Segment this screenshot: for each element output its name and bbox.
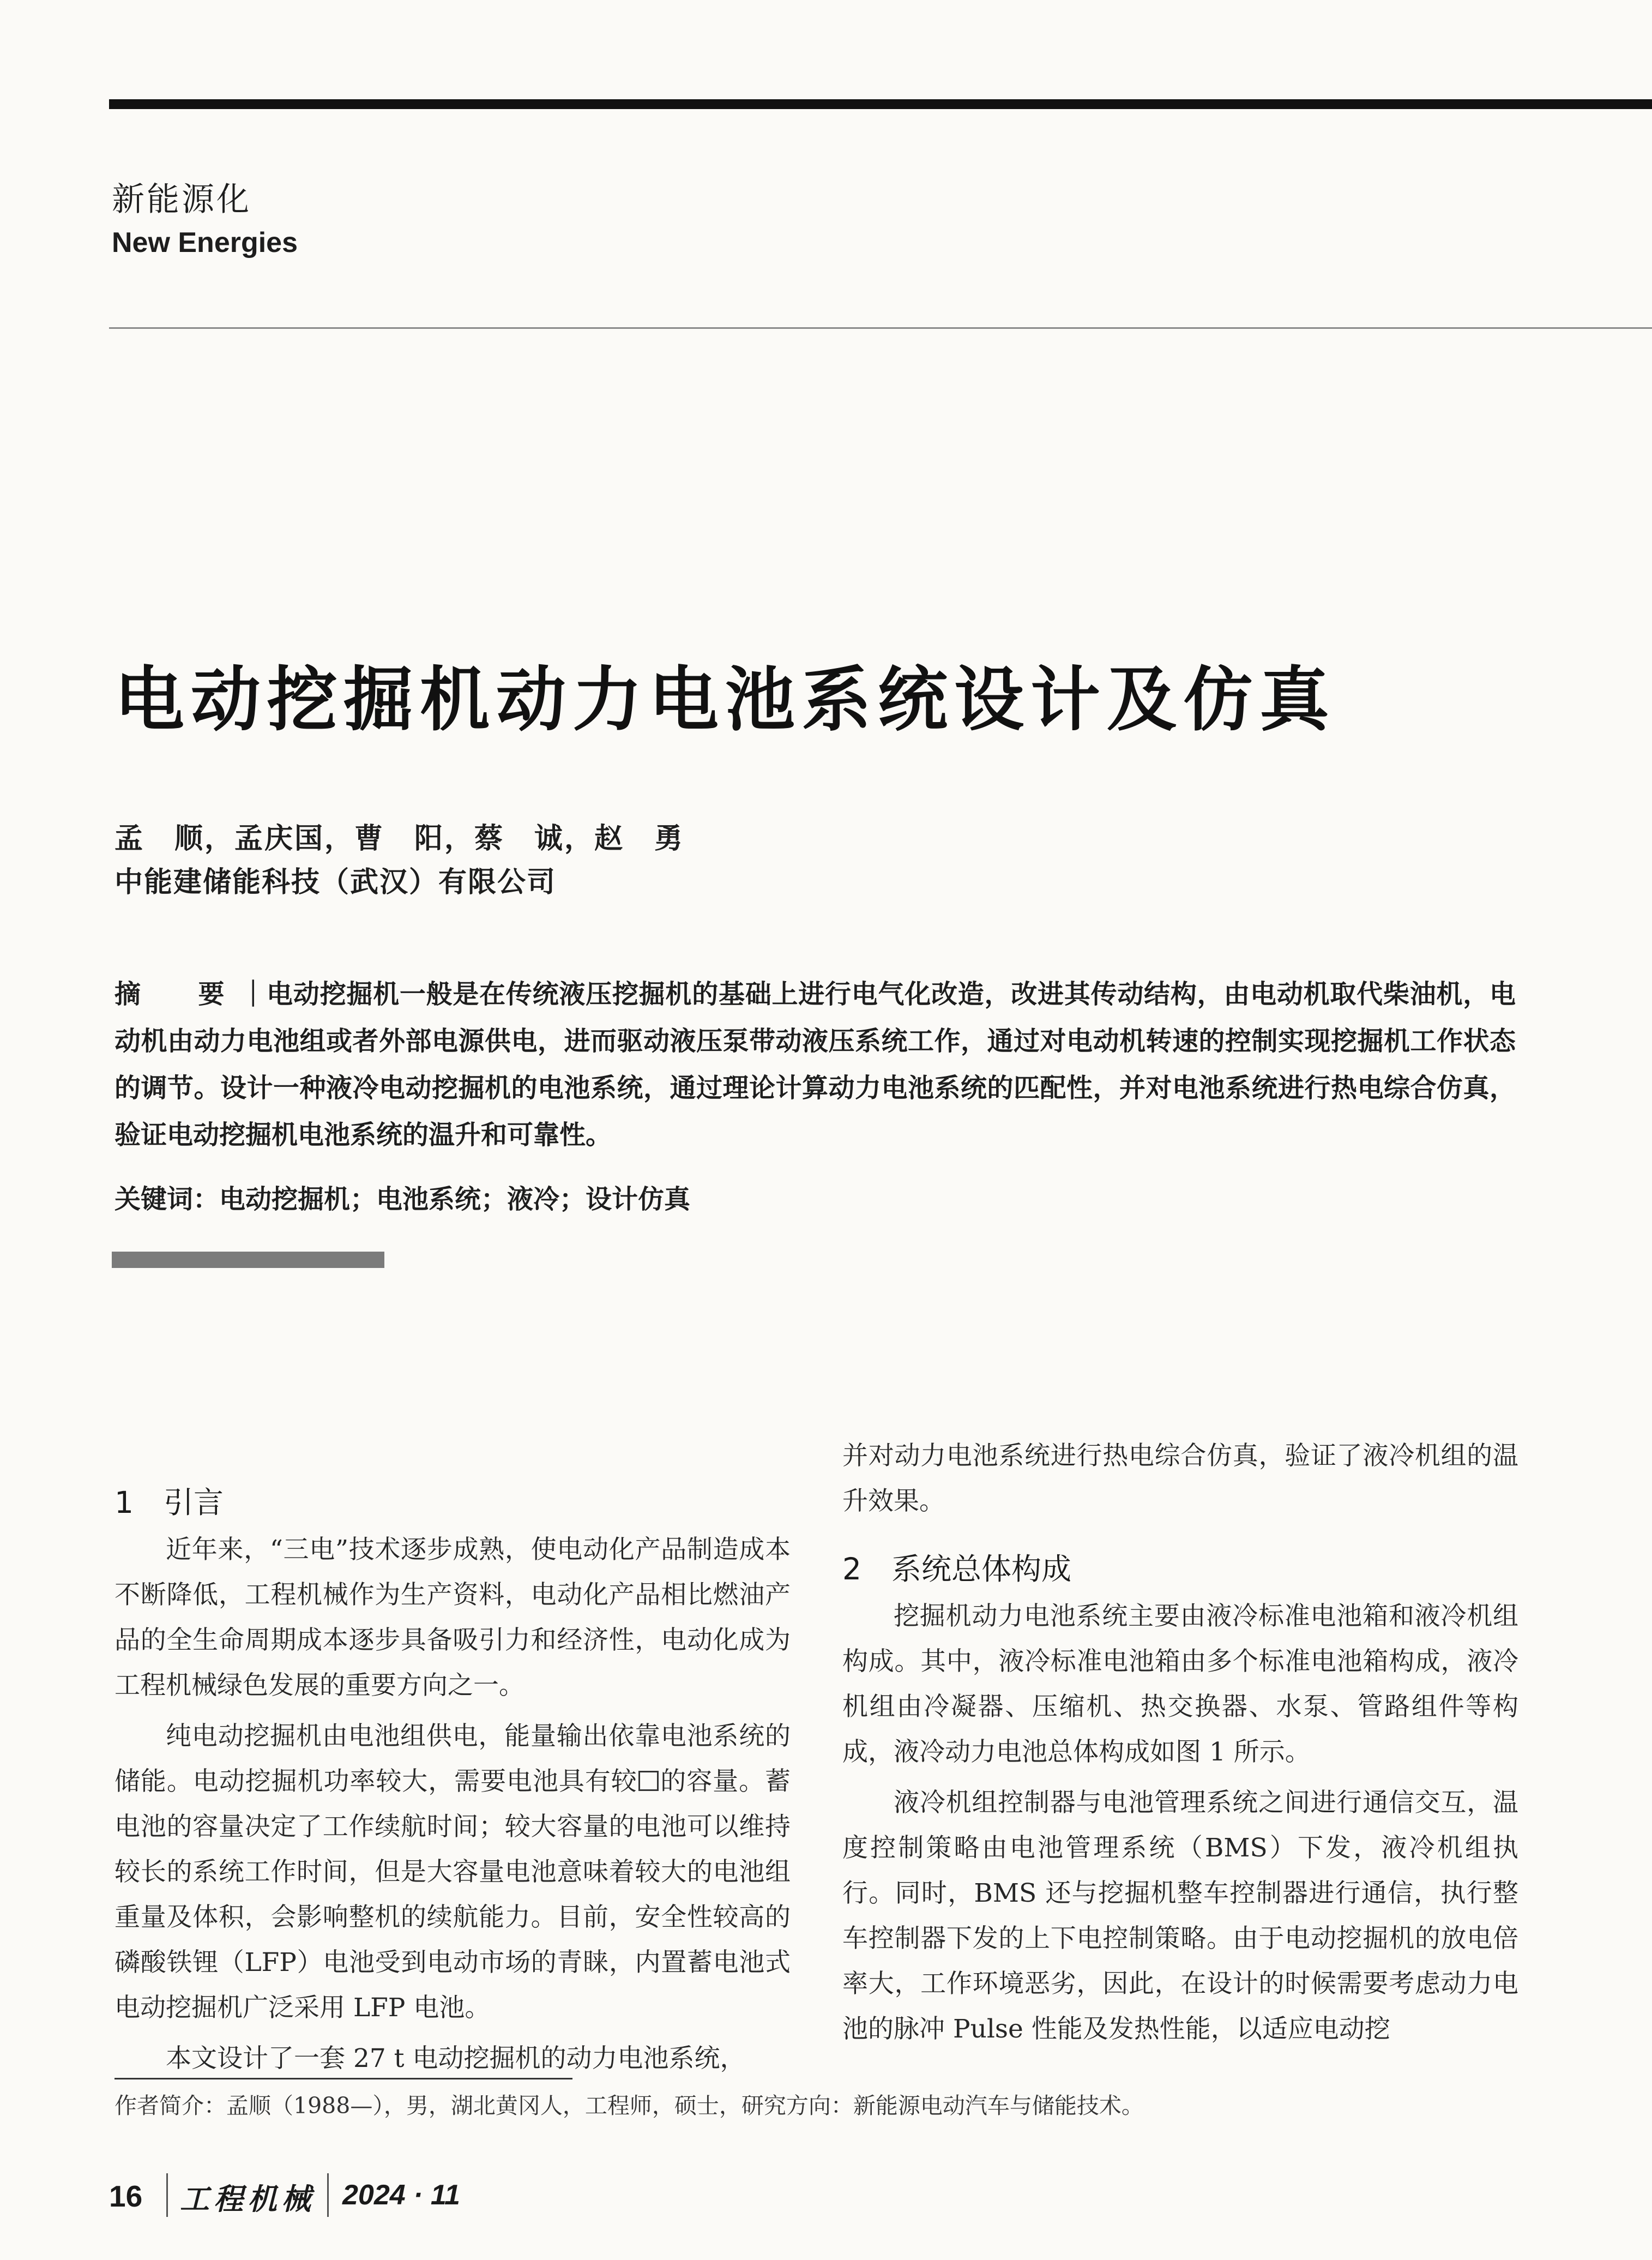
right-column (842, 1433, 1518, 2052)
section-heading-text: 系统总体构成 (891, 1552, 1072, 1586)
section-heading-number: 1 (114, 1485, 134, 1520)
section-title-en: New Energies (112, 227, 298, 259)
article-title: 电动挖掘机动力电池系统设计及仿真 (114, 659, 1336, 741)
journal-name: 工程机械 (180, 2181, 315, 2216)
paragraph (114, 1714, 791, 2030)
issue-number: 2024 · 11 (342, 2179, 460, 2211)
paragraph: 挖掘机动力电池系统主要由液冷标准电池箱和液冷机组构成。其中，液冷标准电池箱由多个标准电池箱构成，液冷机组由冷凝器、压缩机、热交换器、水泵、管路组件等构成，液冷动力电池总体构成如图 1 所示。 (842, 1601, 1518, 1767)
paragraph: 并对动力电池系统进行热电综合仿真，验证了液冷机组的温升效果。 (842, 1441, 1518, 1516)
header-divider (109, 327, 1652, 329)
abstract-separator: ｜ (240, 979, 267, 1009)
footnote-rule (114, 2078, 572, 2079)
footer-separator (327, 2173, 329, 2217)
paragraph: 近年来，“三电”技术逐步成熟，使电动化产品制造成本不断降低，工程机械作为生产资料，电动化产品相比燃油产品的全生命周期成本逐步具备吸引力和经济性，电动化成为工程机械绿色发展的重要方向之一。 (114, 1535, 791, 1700)
keywords-label: 关键词： (114, 1184, 220, 1215)
footer-separator (166, 2173, 168, 2217)
section-title-cn: 新能源化 (112, 181, 251, 219)
paragraph: 本文设计了一套 27 t 电动挖掘机的动力电池系统， (166, 2043, 746, 2073)
page-number: 16 (109, 2179, 143, 2213)
left-column (114, 1478, 791, 2081)
abstract-label: 摘 要 (114, 979, 240, 1009)
decorative-gray-bar (112, 1252, 384, 1268)
section-heading-2 (842, 1544, 1518, 1594)
section-heading-text: 引言 (164, 1485, 224, 1520)
keywords-text: 电动挖掘机；电池系统；液冷；设计仿真 (219, 1184, 691, 1215)
paragraph: 液冷机组控制器与电池管理系统之间进行通信交互，温度控制策略由电池管理系统（BMS）下发，液冷机组执行。同时，BMS 还与挖掘机整车控制器进行通信，执行整车控制器下发的上下电控制策略。由于电动挖掘机的放电倍率大，工作环境恶劣，因此，在设计的时候需要考虑动力电池的脉冲 Pulse 性能及发热性能，以适应电动挖 (842, 1788, 1518, 2044)
top-rule (109, 99, 1652, 109)
abstract-text: 电动挖掘机一般是在传统液压挖掘机的基础上进行电气化改造，改进其传动结构，由电动机取代柴油机，电动机由动力电池组或者外部电源供电，进而驱动液压泵带动液压系统工作，通过对电动机转速的控制实现挖掘机工作状态的调节。设计一种液冷电动挖掘机的电池系统，通过理论计算动力电池系统的匹配性，并对电池系统进行热电综合仿真，验证电动挖掘机电池系统的温升和可靠性。 (114, 979, 1516, 1150)
missing-character-box (638, 1771, 659, 1792)
section-heading-1 (114, 1478, 791, 1527)
section-heading-number: 2 (842, 1552, 861, 1586)
keywords (114, 1178, 690, 1216)
author-list: 孟 顺，孟庆国，曹 阳，蔡 诚，赵 勇 (114, 822, 685, 855)
paragraph-part: 纯电动挖掘机由电池组供电，能量输出依靠电池系统的储能。电动挖掘机功率较大，需要电池具有较 (114, 1721, 791, 1796)
abstract (114, 971, 1516, 1158)
author-footnote: 作者简介：孟顺（1988—），男，湖北黄冈人，工程师，硕士，研究方向：新能源电动汽车与储能技术。 (114, 2093, 1144, 2119)
paragraph-part: 的容量。蓄电池的容量决定了工作续航时间；较大容量的电池可以维持较长的系统工作时间，但是大容量电池意味着较大的电池组重量及体积，会影响整机的续航能力。目前，安全性较高的磷酸铁锂（LFP）电池受到电动市场的青睐，内置蓄电池式电动挖掘机广泛采用 LFP 电池。 (114, 1766, 791, 2023)
author-affiliation: 中能建储能科技（武汉）有限公司 (114, 866, 557, 899)
